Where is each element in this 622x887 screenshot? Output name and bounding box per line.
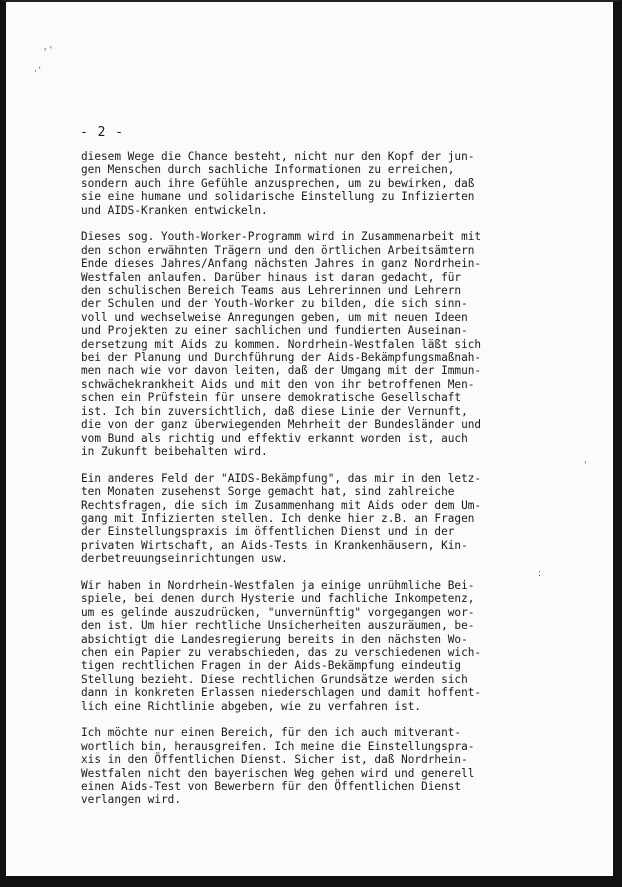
text-line: den schulischen Bereich Teams aus Lehrerinnen und Lehrern	[81, 284, 462, 298]
text-line: Rechtsfragen, die sich im Zusammenhang mit Aids oder dem Um-	[81, 498, 482, 512]
text-line: schen ein Prüfstein für unsere demokratische Gesellschaft	[81, 391, 462, 405]
text-line: Ein anderes Feld der "AIDS-Bekämpfung", das mir in den letz-	[81, 471, 482, 485]
text-line: tigen rechtlichen Fragen in der Aids-Bekämpfung eindeutig	[81, 659, 462, 673]
scan-speck: ˈ	[584, 461, 587, 471]
body-text	[81, 150, 517, 820]
text-line: ten Monaten zusehenst Sorge gemacht hat, sind zahlreiche	[81, 485, 455, 499]
text-line: vom Bund als richtig und effektiv erkannt worden ist, auch	[81, 431, 468, 445]
scan-speck: ·ˊ	[34, 67, 42, 77]
text-line: absichtigt die Landesregierung bereits in den nächsten Wo-	[81, 632, 468, 646]
paragraph	[81, 726, 517, 806]
text-line: sondern auch ihre Gefühle anzusprechen, um zu bewirken, daß	[81, 176, 475, 190]
text-line: einen Aids-Test von Bewerbern für den Öffentlichen Dienst	[81, 780, 462, 794]
text-line: Stellung bezieht. Diese rechtlichen Grundsätze werden sich	[81, 672, 468, 686]
text-line: sie eine humane und solidarische Einstellung zu Infizierten	[81, 190, 475, 204]
text-line: bei der Planung und Durchführung der Aids-Bekämpfungsmaßnah-	[81, 351, 482, 365]
text-line: Ende dieses Jahres/Anfang nächsten Jahres in ganz Nordrhein-	[81, 257, 482, 271]
text-line: gen Menschen durch sachliche Informationen zu erreichen,	[81, 163, 455, 177]
text-line: um es gelinde auszudrücken, "unvernünftig" vorgegangen wor-	[81, 605, 475, 619]
text-line: der Einstellungspraxis im öffentlichen Dienst und in der	[81, 525, 455, 539]
text-line: xis in den Öffentlichen Dienst. Sicher ist, daß Nordrhein-	[81, 753, 468, 767]
text-line: Dieses sog. Youth-Worker-Programm wird in Zusammenarbeit mit	[81, 230, 482, 244]
paragraph	[81, 230, 517, 458]
text-line: den ist. Um hier rechtliche Unsicherheiten auszuräumen, be-	[81, 619, 475, 633]
text-line: dersetzung mit Aids zu kommen. Nordrhein-Westfalen läßt sich	[81, 337, 482, 351]
text-line: schwächekrankheit Aids und mit den von ihr betroffenen Men-	[81, 377, 475, 391]
text-line: die von der ganz überwiegenden Mehrheit der Bundesländer und	[81, 418, 482, 432]
text-line: spiele, bei denen durch Hysterie und fachliche Inkompetenz,	[81, 592, 475, 606]
page-number: - 2 -	[80, 125, 125, 140]
text-line: den schon erwähnten Trägern und den örtlichen Arbeitsämtern	[81, 243, 475, 257]
text-line: voll und wechselweise Anregungen geben, um mit neuen Ideen	[81, 310, 468, 324]
text-line: men nach wie vor davon leiten, daß der Umgang mit der Immun-	[81, 364, 482, 378]
text-line: und Projekten zu einer sachlichen und fundierten Auseinan-	[81, 324, 468, 338]
text-line: privaten Wirtschaft, an Aids-Tests in Krankenhäusern, Kin-	[81, 538, 468, 552]
text-line: derbetreuungseinrichtungen usw.	[81, 552, 288, 566]
text-line: wortlich bin, herausgreifen. Ich meine die Einstellungspra-	[81, 739, 475, 753]
text-line: in Zukunft beibehalten wird.	[81, 444, 268, 458]
text-line: diesem Wege die Chance besteht, nicht nur den Kopf der jun-	[81, 150, 475, 163]
text-line: Wir haben in Nordrhein-Westfalen ja einige unrühmliche Bei-	[81, 578, 475, 592]
scan-speck: ˒ ˈ	[44, 46, 53, 56]
text-line: ist. Ich bin zuversichtlich, daß diese Linie der Vernunft,	[81, 404, 468, 418]
text-line: Ich möchte nur einen Bereich, für den ich auch mitverant-	[81, 726, 462, 740]
text-line: lich eine Richtlinie abgeben, wie zu verfahren ist.	[81, 699, 422, 713]
paragraph	[81, 150, 517, 217]
text-line: chen ein Papier zu verabschieden, das zu verschiedenen wich-	[81, 645, 482, 659]
text-line: Westfalen nicht den bayerischen Weg gehen wird und generell	[81, 766, 475, 780]
text-line: verlangen wird.	[81, 793, 182, 807]
text-line: dann in konkreten Erlassen niederschlagen und damit hoffent-	[81, 686, 482, 700]
text-line: Westfalen anlaufen. Darüber hinaus ist daran gedacht, für	[81, 270, 462, 284]
scan-speck: :	[538, 569, 542, 579]
paragraph	[81, 579, 517, 713]
text-line: der Schulen und der Youth-Worker zu bilden, die sich sinn-	[81, 297, 468, 311]
paragraph	[81, 472, 517, 566]
text-line: und AIDS-Kranken entwickeln.	[81, 203, 268, 217]
text-line: gang mit Infizierten stellen. Ich denke hier z.B. an Fragen	[81, 511, 475, 525]
